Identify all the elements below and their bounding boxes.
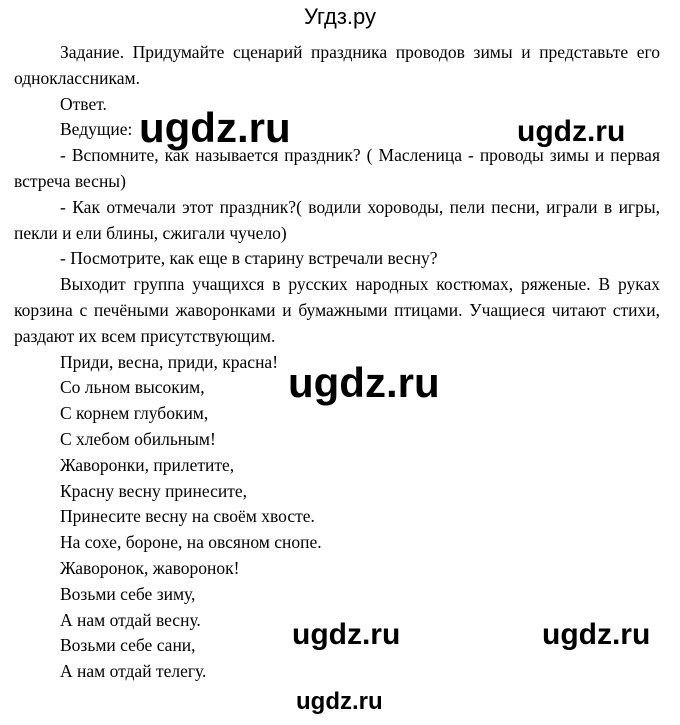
- watermark: ugdz.ru: [517, 115, 626, 148]
- verse-line: Приди, весна, приди, красна!: [60, 351, 279, 372]
- dialog-line: - Вспомните, как называется праздник? ( Масленица - проводы зимы и первая встреча весны): [14, 145, 660, 191]
- dialog-line: - Посмотрите, как еще в старину встречали весну?: [60, 248, 438, 269]
- verse-line: Жаворонки, прилетите,: [60, 454, 235, 475]
- host-label: Ведущие:: [60, 119, 133, 140]
- task-paragraph: Задание. Придумайте сценарий праздника проводов зимы и представьте его одноклассникам.: [14, 42, 660, 88]
- verse-line: С корнем глубоким,: [60, 403, 209, 424]
- verse-line: Возьми себе зиму,: [60, 583, 196, 604]
- verse-line: С хлебом обильным!: [60, 428, 216, 449]
- watermark: ugdz.ru: [292, 618, 401, 651]
- verse-line: Жаворонок, жаворонок!: [60, 557, 240, 578]
- site-title: Угдз.ру: [303, 4, 377, 29]
- verse-line: Красну весну принесите,: [60, 480, 248, 501]
- verse-line: А нам отдай телегу.: [60, 661, 207, 682]
- watermark: ugdz.ru: [288, 359, 440, 406]
- dialog-line: - Как отмечали этот праздник?( водили хороводы, пели песни, играли в игры, пекли и ели блины, сжигали чучело): [14, 196, 660, 243]
- verse-line: Принесите весну на своём хвосте.: [60, 506, 315, 527]
- verse-line: Со льном высоким,: [60, 377, 205, 398]
- verse-line: А нам отдай весну.: [60, 609, 201, 630]
- verse-line: Возьми себе сани,: [60, 635, 196, 656]
- verse-line: На сохе, бороне, на овсяном снопе.: [60, 532, 322, 553]
- answer-label: Ответ.: [60, 93, 107, 114]
- watermark: ugdz.ru: [139, 104, 291, 151]
- watermark: ugdz.ru: [542, 618, 651, 651]
- narration-paragraph: Выходит группа учащихся в русских народных костюмах, ряженые. В руках корзина с печёными жаворонками и бумажными птицами. Учащиеся читают стихи, раздают их всем присутствующим.: [14, 274, 660, 346]
- watermark: ugdz.ru: [296, 688, 383, 715]
